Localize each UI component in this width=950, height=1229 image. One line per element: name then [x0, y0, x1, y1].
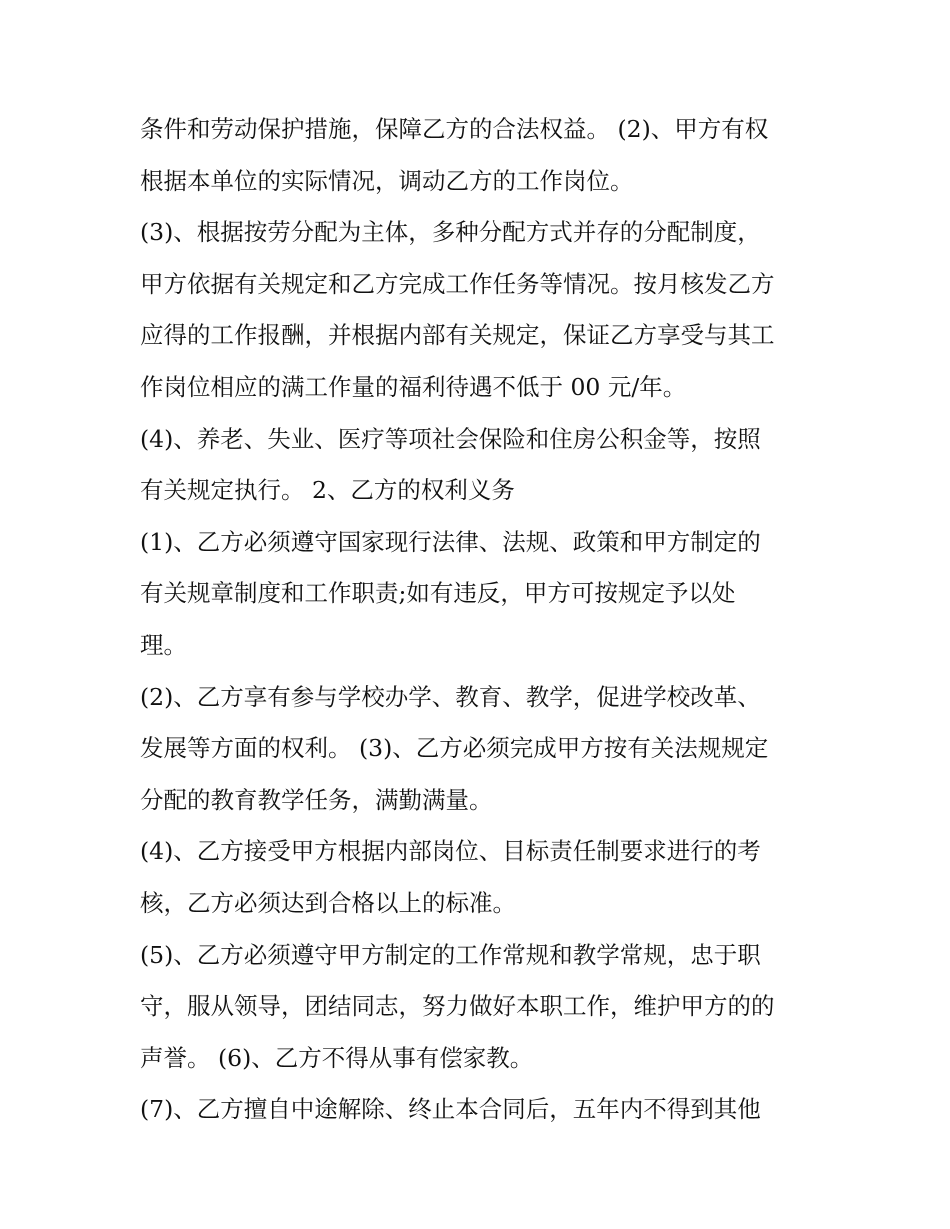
text-line: (2)、乙方享有参与学校办学、教育、教学，促进学校改革、 — [140, 682, 761, 711]
text-line: 发展等方面的权利。 (3)、乙方必须完成甲方按有关法规规定 — [140, 734, 769, 763]
text-line: (4)、养老、失业、医疗等项社会保险和住房公积金等，按照 — [140, 424, 761, 453]
text-line: 甲方依据有关规定和乙方完成工作任务等情况。按月核发乙方 — [140, 269, 775, 298]
text-line: 守，服从领导，团结同志，努力做好本职工作，维护甲方的的 — [140, 992, 775, 1021]
text-line: 作岗位相应的满工作量的福利待遇不低于 00 元/年。 — [140, 372, 687, 401]
text-line: (1)、乙方必须遵守国家现行法律、法规、政策和甲方制定的 — [140, 527, 761, 556]
text-line: 根据本单位的实际情况，调动乙方的工作岗位。 — [140, 166, 634, 195]
contract-text-body — [140, 104, 830, 1136]
text-line: (4)、乙方接受甲方根据内部岗位、目标责任制要求进行的考 — [140, 837, 761, 866]
text-line: (7)、乙方擅自中途解除、终止本合同后，五年内不得到其他 — [140, 1095, 761, 1124]
text-line: 条件和劳动保护措施，保障乙方的合法权益。 (2)、甲方有权 — [140, 115, 769, 143]
text-line: 分配的教育教学任务，满勤满量。 — [140, 785, 493, 814]
text-line: 有关规章制度和工作职责;如有违反，甲方可按规定予以处 — [140, 579, 736, 608]
text-line: (3)、根据按劳分配为主体，多种分配方式并存的分配制度， — [140, 218, 761, 247]
text-line: 应得的工作报酬，并根据内部有关规定，保证乙方享受与其工 — [140, 321, 775, 350]
text-line: 核，乙方必须达到合格以上的标准。 — [140, 888, 516, 917]
text-line: 声誉。 (6)、乙方不得从事有偿家教。 — [140, 1043, 534, 1072]
text-line: 理。 — [140, 630, 187, 659]
text-line: (5)、乙方必须遵守甲方制定的工作常规和教学常规，忠于职 — [140, 940, 761, 969]
text-line: 有关规定执行。 2、乙方的权利义务 — [140, 476, 515, 505]
